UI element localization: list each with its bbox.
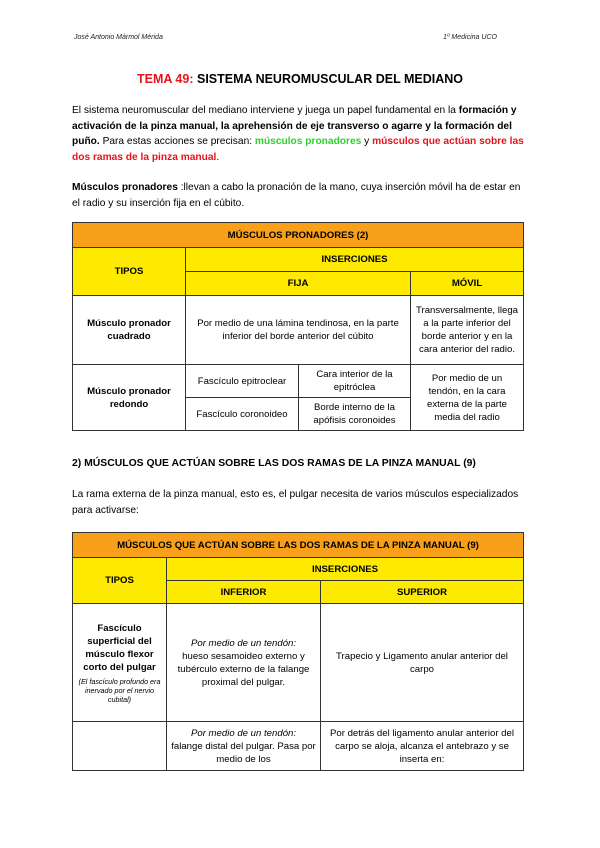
table2-row1-name: Fascículo superficial del músculo flexor corto del pulgar <box>83 623 156 673</box>
table2-row2-sup: Por detrás del ligamento anular anterior del carpo se aloja, alcanza el antebrazo y se inserta en: <box>321 722 524 771</box>
table2-row2-inf-cell <box>167 722 321 771</box>
table2-row1-note: (El fascículo profundo era inervado por el nervio cubital) <box>78 677 161 704</box>
table1-row1-fija: Por medio de una lámina tendinosa, en la parte inferior del borde anterior del cúbito <box>186 296 411 365</box>
title-text: SISTEMA NEUROMUSCULAR DEL MEDIANO <box>197 72 463 86</box>
table2-row1-inf-cell <box>167 604 321 722</box>
pronadores-text: :llevan a cabo la pronación de la mano, cuya inserción móvil ha de estar en el radio y su inserción fija en el cúbito. <box>72 182 521 209</box>
header-author: José Antonio Mármol Mérida <box>74 34 163 41</box>
table1-row1-movil: Transversalmente, llega a la parte inferior del borde anterior y en la cara anterior del radio. <box>411 296 524 365</box>
table-pinza-manual <box>72 532 524 771</box>
table1-row2-f1a: Fascículo epitroclear <box>186 365 299 398</box>
table1-tipos: TIPOS <box>73 248 186 296</box>
table2-superior: SUPERIOR <box>321 581 524 604</box>
table2-row1-sup: Trapecio y Ligamento anular anterior del carpo <box>321 604 524 722</box>
table2-row1-inf: hueso sesamoideo externo y tubérculo externo de la falange proximal del pulgar. <box>177 651 310 688</box>
table2-title: MÚSCULOS QUE ACTÚAN SOBRE LAS DOS RAMAS DE LA PINZA MANUAL (9) <box>73 533 524 558</box>
table-pronadores <box>72 222 524 431</box>
pronadores-paragraph <box>72 180 527 211</box>
intro-green: músculos pronadores <box>254 136 362 147</box>
table1-row2-f1b: Cara interior de la epitróclea <box>299 365 411 398</box>
table2-inferior: INFERIOR <box>167 581 321 604</box>
pronadores-bold: Músculos pronadores <box>72 182 178 193</box>
table1-row2-f2a: Fascículo coronoideo <box>186 398 299 431</box>
intro-red: músculos que actúan sobre las dos ramas de la pinza manual <box>72 136 524 163</box>
table1-row2-movil: Por medio de un tendón, en la cara externa de la parte media del radio <box>411 365 524 431</box>
table1-fija: FIJA <box>186 272 411 296</box>
table1-row2-f2b: Borde interno de la apófisis coronoides <box>299 398 411 431</box>
intro-and: y <box>361 136 373 147</box>
header-course: 1º Medicina UCO <box>443 34 497 41</box>
intro-bold: formación y activación de la pinza manual, la aprehensión de eje transverso o agarre y la formación del puño. <box>72 105 517 147</box>
table2-tipos: TIPOS <box>73 558 167 604</box>
table1-title: MÚSCULOS PRONADORES (2) <box>73 223 524 248</box>
intro-dot: . <box>216 151 220 163</box>
intro-paragraph <box>72 103 527 165</box>
table2-row1-inf-italic: Por medio de un tendón: <box>190 638 297 649</box>
table1-row1-name: Músculo pronador cuadrado <box>73 296 186 365</box>
intro-text-cont: Para estas acciones se precisan: <box>99 136 255 147</box>
page-title <box>0 72 600 86</box>
section2-heading: 2) MÚSCULOS QUE ACTÚAN SOBRE LAS DOS RAMAS DE LA PINZA MANUAL (9) <box>72 458 476 469</box>
table2-row1-name-cell <box>73 604 167 722</box>
section2-paragraph: La rama externa de la pinza manual, esto es, el pulgar necesita de varios músculos especializados para activarse: <box>72 489 519 516</box>
intro-text: El sistema neuromuscular del mediano interviene y juega un papel fundamental en la <box>72 105 459 116</box>
table2-inserciones: INSERCIONES <box>167 558 524 581</box>
table2-row2-inf: falange distal del pulgar. Pasa por medio de los <box>171 741 316 765</box>
table2-row2-inf-italic: Por medio de un tendón: <box>190 728 297 739</box>
table2-row2-name <box>73 722 167 771</box>
table1-inserciones: INSERCIONES <box>186 248 524 272</box>
title-number: TEMA 49: <box>137 72 194 86</box>
table1-row2-name: Músculo pronador redondo <box>73 365 186 431</box>
table1-movil: MÓVIL <box>411 272 524 296</box>
